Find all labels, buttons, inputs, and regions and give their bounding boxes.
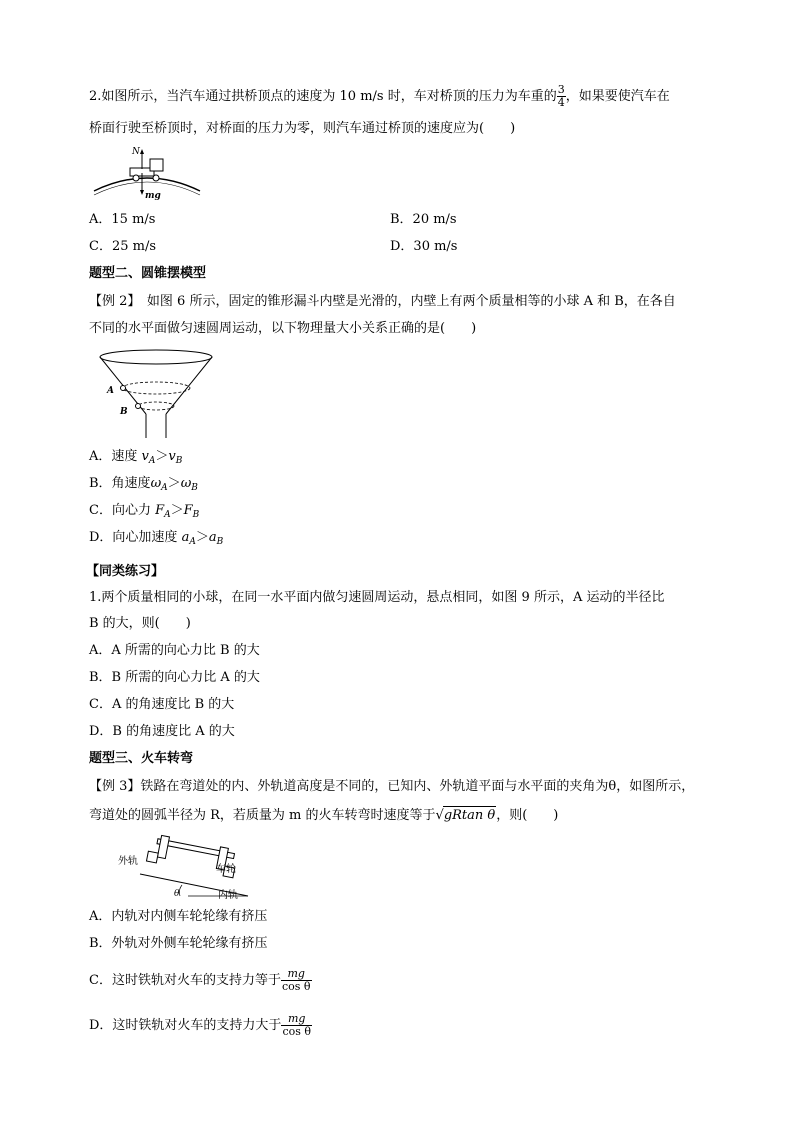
label-B: B [120, 407, 128, 417]
option-text: D．向心加速度 [89, 530, 182, 545]
type2-example-line2: 不同的水平面做匀速圆周运动，以下物理量大小关系正确的是( ) [89, 321, 477, 336]
option-text: C．这时铁轨对火车的支持力等于 [89, 973, 281, 988]
type2-example-line1 [89, 293, 676, 311]
symbol: v [141, 449, 149, 464]
practice-option-b[interactable]: B．B 所需的向心力比 A 的大 [89, 670, 260, 685]
q2-option-b[interactable]: B．20 m/s [390, 212, 457, 227]
subscript: A [189, 537, 196, 547]
ball-a [121, 386, 126, 391]
type3-example-line1: 【例 3】铁路在弯道处的内、外轨道高度是不同的，已知内、外轨道平面与水平面的夹角为θ，如图所示， [89, 779, 695, 794]
practice-option-c[interactable]: C．A 的角速度比 B 的大 [89, 697, 235, 712]
q2-line2: 桥面行驶至桥顶时，对桥面的压力为零，则汽车通过桥顶的速度应为( ) [89, 121, 516, 136]
fraction-numerator: 3 [557, 83, 565, 96]
type2-option-d[interactable] [89, 529, 223, 551]
bridge-figure [92, 143, 202, 205]
symbol: v [168, 449, 176, 464]
option-text: C．向心力 [89, 503, 156, 518]
relation: ＞ [155, 449, 169, 464]
fraction [281, 968, 312, 993]
subscript: A [161, 483, 168, 493]
fraction-denominator: cos θ [281, 980, 311, 993]
label-wheel: 车轮 [216, 864, 236, 875]
sqrt-expression: gRtan θ [443, 808, 496, 823]
type2-option-a[interactable] [89, 448, 182, 470]
funnel-figure [90, 348, 220, 438]
label-A: A [107, 386, 114, 396]
symbol: ω [150, 476, 162, 491]
subscript: B [175, 456, 183, 466]
label-outer-rail: 外轨 [118, 856, 138, 867]
example-label: 【例 2】 [89, 294, 134, 309]
practice-option-a[interactable]: A．A 所需的向心力比 B 的大 [89, 643, 260, 658]
type3-example-line2 [89, 806, 558, 825]
type3-option-d[interactable] [89, 1013, 312, 1038]
type2-option-c[interactable] [89, 502, 199, 524]
q2-option-d[interactable]: D．30 m/s [390, 239, 458, 254]
relation: ＞ [195, 530, 209, 545]
outer-rail [146, 851, 158, 863]
fraction-numerator: mg [281, 1013, 312, 1026]
fraction [557, 84, 566, 109]
type3-option-a[interactable]: A．内轨对内侧车轮轮缘有挤压 [89, 909, 268, 924]
practice-question-line2: B 的大，则( ) [89, 616, 191, 631]
fraction-denominator: 4 [557, 96, 565, 109]
q2-option-c[interactable]: C．25 m/s [89, 239, 156, 254]
rail-figure [118, 838, 268, 900]
practice-option-d[interactable]: D．B 的角速度比 A 的大 [89, 724, 235, 739]
example-line2-end: ，则( ) [496, 808, 559, 823]
subscript: A [148, 456, 156, 466]
q2-line1-text: 2.如图所示，当汽车通过拱桥顶点的速度为 10 m/s 时，车对桥顶的压力为车重的 [89, 89, 557, 104]
subscript: B [192, 510, 200, 520]
orbit-a [122, 382, 190, 394]
type3-option-b[interactable]: B．外轨对外侧车轮轮缘有挤压 [89, 936, 268, 951]
option-text: A．速度 [89, 449, 142, 464]
subscript: A [164, 510, 171, 520]
option-text: D．这时铁轨对火车的支持力大于 [89, 1018, 282, 1033]
symbol: F [183, 503, 193, 518]
symbol: F [155, 503, 165, 518]
relation: ＞ [170, 503, 184, 518]
ball-b [136, 404, 141, 409]
q2-line1 [89, 84, 670, 109]
type2-heading: 题型二、圆锥摆模型 [89, 266, 207, 281]
label-mg: mg [145, 191, 161, 201]
practice-question-line1: 1.两个质量相同的小球，在同一水平面内做匀速圆周运动，悬点相同，如图 9 所示，A 运动的半径比 [89, 590, 665, 605]
practice-heading: 【同类练习】 [86, 564, 165, 579]
symbol: a [181, 530, 190, 545]
sqrt-sign: √ [435, 808, 444, 823]
symbol: a [208, 530, 217, 545]
bridge-arc [94, 178, 200, 191]
subscript: B [216, 537, 224, 547]
option-text: B．角速度 [89, 476, 151, 491]
type3-heading: 题型三、火车转弯 [89, 751, 194, 766]
example-line2-text: 弯道处的圆弧半径为 R，若质量为 m 的火车转弯时速度等于 [89, 808, 436, 823]
example-line1-text: 如图 6 所示，固定的锥形漏斗内壁是光滑的，内壁上有两个质量相等的小球 A 和 B，在各自 [133, 294, 676, 309]
subscript: B [191, 483, 198, 493]
symbol: ω [180, 476, 192, 491]
orbit-b [138, 402, 174, 410]
funnel-rim [100, 350, 212, 364]
fraction-denominator: cos θ [282, 1025, 311, 1038]
fraction [281, 1013, 312, 1038]
q2-line1-text-end: ，如果要使汽车在 [565, 89, 670, 104]
type2-option-b[interactable] [89, 475, 198, 497]
label-inner-rail: 内轨 [218, 890, 238, 901]
relation: ＞ [167, 476, 181, 491]
type3-option-c[interactable] [89, 968, 312, 993]
fraction-numerator: mg [281, 968, 312, 981]
q2-option-a[interactable]: A．15 m/s [89, 212, 156, 227]
label-N: N [132, 147, 140, 157]
label-theta: θ [174, 889, 180, 899]
